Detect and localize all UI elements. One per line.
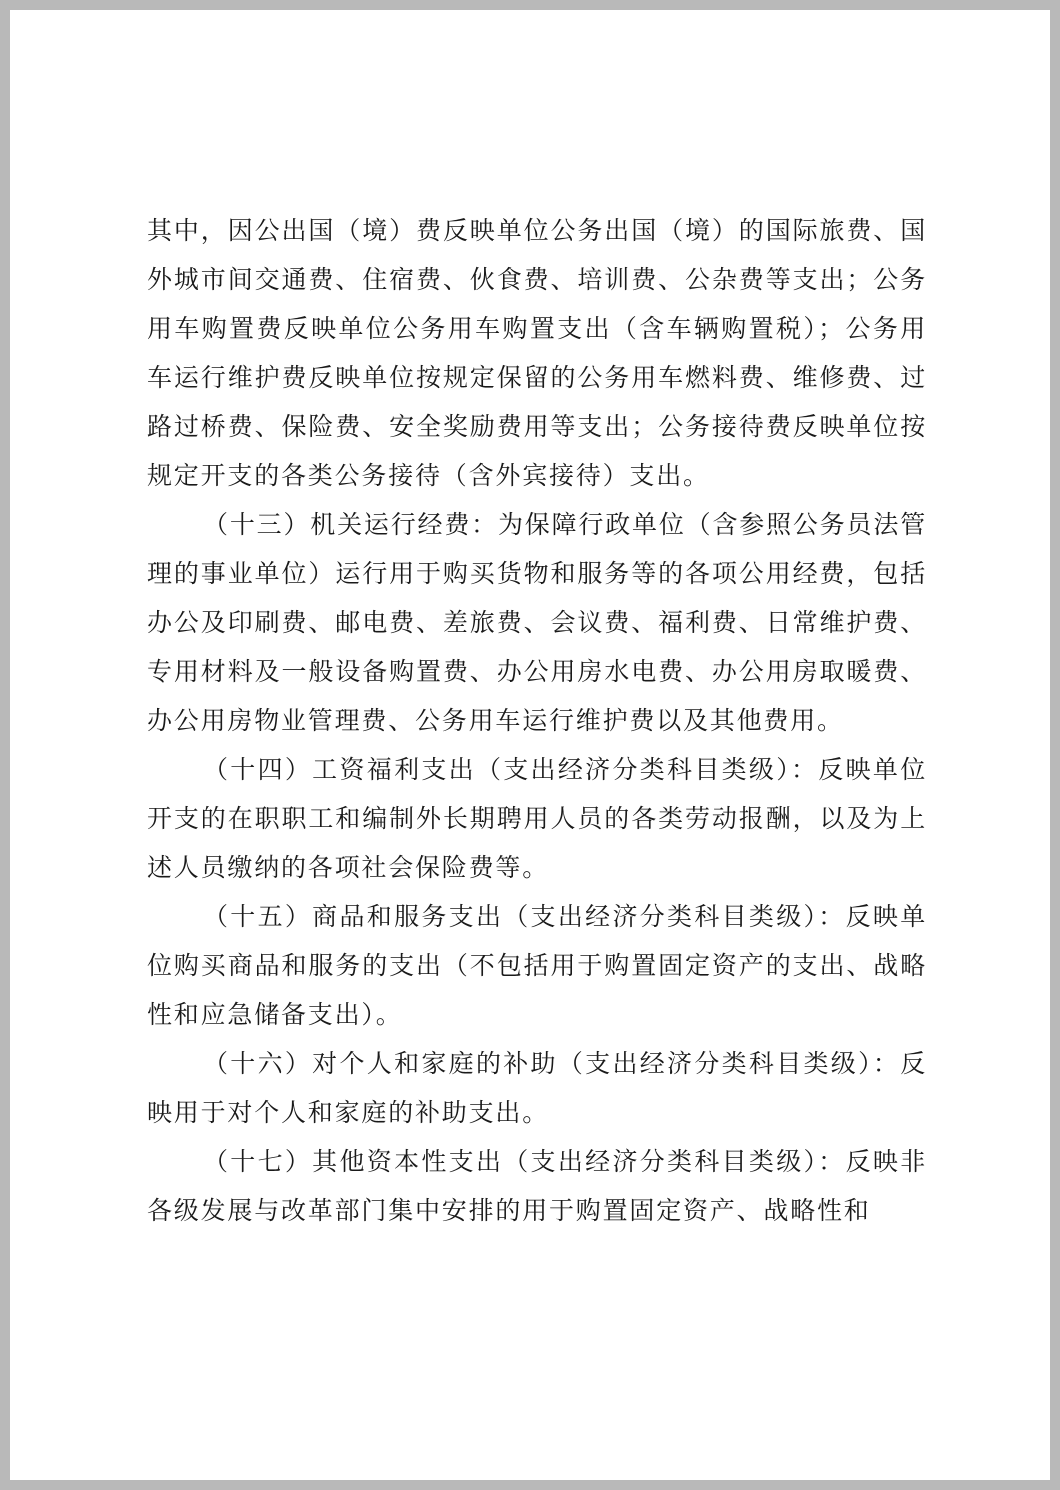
- paragraph-16-household-subsidies: （十六）对个人和家庭的补助（支出经济分类科目类级）：反映用于对个人和家庭的补助支出。: [147, 1049, 927, 1127]
- document-page: [10, 10, 1050, 1480]
- paragraph-17-other-capital: （十七）其他资本性支出（支出经济分类科目类级）：反映非各级发展与改革部门集中安排的用于购置固定资产、战略性和: [147, 1147, 927, 1225]
- paragraph-15-goods-services: （十五）商品和服务支出（支出经济分类科目类级）：反映单位购买商品和服务的支出（不包括用于购置固定资产的支出、战略性和应急储备支出）。: [147, 902, 927, 1029]
- paragraph-13-operating-expenses: （十三）机关运行经费：为保障行政单位（含参照公务员法管理的事业单位）运行用于购买货物和服务等的各项公用经费，包括办公及印刷费、邮电费、差旅费、会议费、福利费、日常维护费、专用材料及一般设备购置费、办公用房水电费、办公用房取暖费、办公用房物业管理费、公务用车运行维护费以及其他费用。: [147, 510, 927, 735]
- paragraph-public-funds-details: 其中，因公出国（境）费反映单位公务出国（境）的国际旅费、国外城市间交通费、住宿费、伙食费、培训费、公杂费等支出；公务用车购置费反映单位公务用车购置支出（含车辆购置税）；公务用车运行维护费反映单位按规定保留的公务用车燃料费、维修费、过路过桥费、保险费、安全奖励费用等支出；公务接待费反映单位按规定开支的各类公务接待（含外宾接待）支出。: [147, 216, 927, 490]
- document-body: [147, 206, 927, 1235]
- paragraph-14-salary-welfare: （十四）工资福利支出（支出经济分类科目类级）：反映单位开支的在职职工和编制外长期聘用人员的各类劳动报酬，以及为上述人员缴纳的各项社会保险费等。: [147, 755, 927, 882]
